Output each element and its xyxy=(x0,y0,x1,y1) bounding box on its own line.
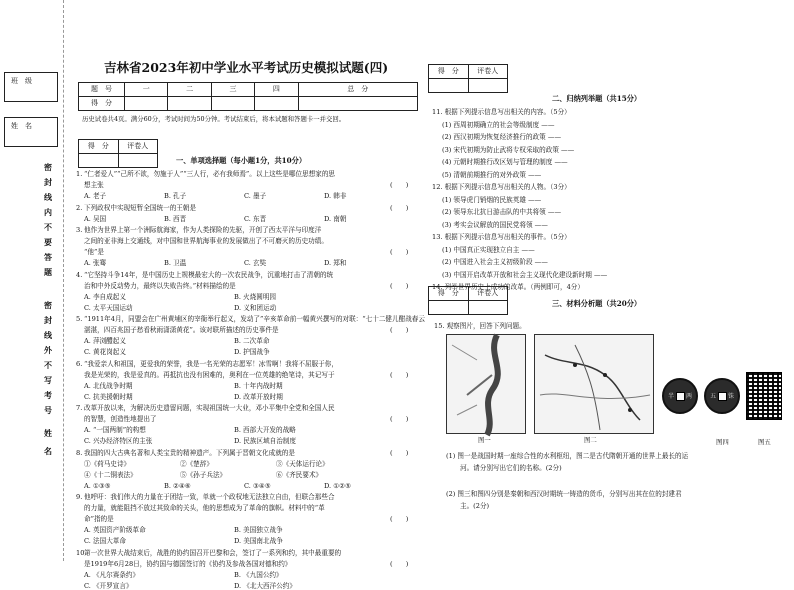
q13-stem: 13. 根据下列提示信息写出相关的事件。（5分） xyxy=(432,233,571,241)
sub-option: ③《天体运行论》 xyxy=(276,459,329,468)
options-row xyxy=(84,348,384,356)
question-number: 4. xyxy=(76,270,83,279)
question-text: “我爱亲人和祖国，更爱我的荣誉，我是一名光荣的志愿军！冰雪啊！我将不屈服于你， xyxy=(84,359,338,368)
seal-char: 封 xyxy=(44,315,52,325)
option-c: C. ③④⑤ xyxy=(244,481,271,490)
option-c: C. 东晋 xyxy=(244,214,267,223)
answer-paren: ( ) xyxy=(390,515,409,523)
question-number: 6. xyxy=(76,359,83,368)
option-a: A. “一国两制”的构想 xyxy=(84,426,146,434)
option-d: D. 韩非 xyxy=(324,192,347,200)
score-value-cell xyxy=(125,97,168,111)
question-text-cont: 治和中外反动势力，最终以失败告终。”材料描绘的是 xyxy=(84,281,236,290)
exam-title: 吉林省2023年初中学业水平考试历史模拟试题(四) xyxy=(104,60,389,75)
question-number: 2. xyxy=(76,203,83,212)
option-d: D. 民族区域自治制度 xyxy=(234,437,296,445)
name-box xyxy=(4,117,58,147)
seal-char: 内 xyxy=(44,207,52,217)
option-d: D. ①②⑤ xyxy=(324,481,351,490)
score-table xyxy=(78,82,418,111)
answer-paren: ( ) xyxy=(390,181,409,189)
score-value-cell xyxy=(255,97,298,111)
sub-option: ⑥《齐民要术》 xyxy=(276,470,323,479)
option-d: D. 义和团运动 xyxy=(234,303,277,312)
q11-item: (4) 元朝时期推行改区划与管理的制度 —— xyxy=(442,158,568,166)
question-number: 3. xyxy=(76,226,83,234)
option-a: A. 老子 xyxy=(84,192,107,200)
option-d: D. 护国战争 xyxy=(234,348,270,356)
scorer-box-1 xyxy=(78,139,158,168)
q14-stem: 14. 列举世界历史上成功的改革。（两例即可，4分） xyxy=(432,283,584,291)
option-a: A. 萍浏醴起义 xyxy=(84,337,126,345)
section1-title: 一、单项选择题（每小题1分，共10分） xyxy=(176,156,307,165)
grader-blank xyxy=(468,79,508,93)
q11-stem: 11. 根据下列提示信息写出相关的内容。（5分） xyxy=(432,108,571,116)
caption-figure-2: 图二 xyxy=(584,436,597,444)
options-row xyxy=(84,304,384,312)
q12-item: (3) 考实会议解放的国民党将领 —— xyxy=(442,220,548,229)
question-number: 5. xyxy=(76,315,83,323)
score-header-cell: 三 xyxy=(211,83,254,97)
answer-paren: ( ) xyxy=(390,448,409,457)
question-text: 第一次世界大战结束后，战胜的协约国召开巴黎和会，签订了一系列和约，其中最重要的 xyxy=(84,548,342,557)
options-row xyxy=(84,537,384,545)
option-d: D. 郑和 xyxy=(324,259,347,267)
question-text: “仁者爱人”“己所不欲，勿施于人”“三人行，必有我师焉”。以上这些是哪位思想家的思 xyxy=(84,170,336,178)
option-b: B. 卫温 xyxy=(164,259,187,267)
q15-sub1-cont: 河。请分别写出它们的名称。(2分) xyxy=(460,464,562,472)
binding-gutter xyxy=(0,0,64,561)
coin-char: 两 xyxy=(685,393,692,400)
grader-blank xyxy=(468,301,508,315)
class-label: 班 级 xyxy=(11,77,32,85)
option-b: B. ②④⑥ xyxy=(164,481,191,490)
grader-cell: 评卷人 xyxy=(468,287,508,301)
caption-figure-4: 图四 xyxy=(716,438,729,446)
score-value-cell xyxy=(298,97,417,111)
seal-char: 考 xyxy=(44,390,52,400)
seal-char: 密 xyxy=(44,300,52,310)
options-row xyxy=(84,215,404,223)
sub-options-row xyxy=(84,471,372,479)
score-header-cell: 一 xyxy=(125,83,168,97)
river-map-icon xyxy=(447,335,527,435)
figure-5-qr-image xyxy=(746,372,782,420)
option-b: B. 美国独立战争 xyxy=(234,526,283,534)
option-b: B. 西部大开发的战略 xyxy=(234,426,296,434)
score-header-cell: 二 xyxy=(168,83,211,97)
figure-4-wuzhu-coin xyxy=(704,378,740,414)
coin-hole xyxy=(676,392,685,401)
score-value-cell: 得 分 xyxy=(79,97,125,111)
option-d: D. 《北大西洋公约》 xyxy=(234,581,296,590)
seal-char: 不 xyxy=(44,360,52,370)
score-cell: 得 分 xyxy=(429,287,469,301)
option-c: C. 法国大革命 xyxy=(84,537,126,545)
options-row xyxy=(84,293,384,301)
answer-paren: ( ) xyxy=(390,370,409,379)
q11-item: (2) 西汉初期为恢复经济推行的政策 —— xyxy=(442,133,562,141)
seal-char: 写 xyxy=(44,375,52,385)
coin-char: 半 xyxy=(668,393,675,400)
seal-char: 封 xyxy=(44,177,52,187)
figure-1-dujiangyan-map xyxy=(446,334,526,434)
q15-sub1: (1) 图一是战国时期一座综合性的水利枢纽，图二是古代隋朝开通的世界上最长的运 xyxy=(446,452,689,460)
question-text-cont: 的力量，就能阻挡不放过其致命的关头，他的思想成为了革命的旗帜。材料中的“革 xyxy=(84,504,325,512)
question-text: 他作为世界上第一个洲际航海家，作为人类探险的先驱，开创了西太平洋与印度洋 xyxy=(84,226,322,234)
question-number: 9. xyxy=(76,493,83,501)
q15-stem: 15. 观察图片，回答下列问题。 xyxy=(434,322,526,330)
q13-item: (3) 中国开启改革开放和社会主义现代化建设新时期 —— xyxy=(442,270,608,279)
q12-item: (2) 领导东北抗日游击队的中共将领 —— xyxy=(442,208,562,216)
question-text: 他呼吁：我们伟大的力量在于团结一致，单就一个政权地无法独立自由，但联合那些合 xyxy=(84,493,335,501)
score-header-cell: 总 分 xyxy=(298,83,417,97)
option-b: B. 二次革命 xyxy=(234,337,270,345)
option-c: C. 黄花岗起义 xyxy=(84,348,126,356)
score-value-cell xyxy=(211,97,254,111)
option-a: A. 张骞 xyxy=(84,259,107,267)
seal-char: 要 xyxy=(44,237,52,247)
question-text-cont: 命”指的是 xyxy=(84,515,114,523)
question-text-cont: 我是光荣的，我是爱真的。再抵抗也没有困难的，奥利在一位英雄的绝笔诗，其记写于 xyxy=(84,370,335,379)
score-blank xyxy=(429,79,469,93)
question-text-cont: 是1919年6月28日，协约国与德国签订的《协约及参战各国对德和约》 xyxy=(84,559,292,568)
option-b: B. 火烧圆明园 xyxy=(234,292,277,301)
section3-title: 三、材料分析题（共20分） xyxy=(552,299,642,308)
option-a: A. 《凡尔赛条约》 xyxy=(84,570,140,579)
grader-cell: 评卷人 xyxy=(118,140,158,154)
grader-blank xyxy=(118,154,158,168)
answer-paren: ( ) xyxy=(390,281,409,290)
grader-cell: 评卷人 xyxy=(468,65,508,79)
figure-2-grand-canal-map xyxy=(534,334,654,434)
option-a: A. 北伐战争时期 xyxy=(84,381,133,390)
question-text: “1911年4月，同盟会在广州黄埔区的宰衙举行起义，发动了”辛亥革命前一幅黄兴撰写的对联：“七十二健儿酣战春云 xyxy=(84,315,425,323)
question-number: 10. xyxy=(76,548,87,557)
exam-note: 历史试卷共4页。满分60分，考试时间为50分钟。考试结束后，将本试题和答题卡一并交回。 xyxy=(82,115,346,123)
q12-stem: 12. 根据下列提示信息写出相关的人物。（3分） xyxy=(432,183,571,191)
left-page xyxy=(68,0,425,590)
sub-option: ④《十二铜表法》 xyxy=(84,470,137,479)
question-text: 改革开放以来，为解决历史遗留问题，实现祖国统一大业，邓小平集中全党和全国人民 xyxy=(84,404,335,412)
caption-figure-1: 图一 xyxy=(478,436,491,444)
options-row xyxy=(84,337,384,345)
option-a: A. 吴国 xyxy=(84,214,107,223)
sub-options-row xyxy=(84,460,372,468)
question-text-cont: “他”是 xyxy=(84,248,104,256)
question-text: 下列政权中实现短暂全国统一的王朝是 xyxy=(84,203,197,212)
name-label: 姓 名 xyxy=(11,122,32,130)
option-d: D. 美国南北战争 xyxy=(234,537,283,545)
answer-paren: ( ) xyxy=(390,559,409,568)
scorer-box-2 xyxy=(428,64,508,93)
option-b: B. 十年内战时期 xyxy=(234,381,283,390)
score-blank xyxy=(79,154,119,168)
q11-item: (1) 西周初期确立的社会等级制度 —— xyxy=(442,120,555,129)
canal-map-icon xyxy=(535,335,655,435)
right-page xyxy=(426,0,790,561)
options-row xyxy=(84,437,384,445)
sub-option: ②《楚辞》 xyxy=(180,459,213,468)
question-text-cont: 的智慧，创造性地提出了 xyxy=(84,415,157,423)
answer-paren: ( ) xyxy=(390,203,409,212)
option-c: C. 玄奘 xyxy=(244,259,267,267)
option-a: A. 英国资产阶级革命 xyxy=(84,526,146,534)
q11-item: (3) 宋代初期为防止武将专权采取的政策 —— xyxy=(442,145,575,154)
option-a: A. ①③⑤ xyxy=(84,481,111,490)
score-value-cell xyxy=(168,97,211,111)
seal-char: 密 xyxy=(44,162,52,172)
name-char: 姓 xyxy=(44,428,52,438)
coin-hole xyxy=(718,392,727,401)
option-c: C. 墨子 xyxy=(244,192,267,200)
question-number: 7. xyxy=(76,404,83,412)
question-number: 1. xyxy=(76,170,83,178)
figure-3-banliang-coin xyxy=(662,378,698,414)
q15-sub2: (2) 图三和图四分别是秦朝和西汉时期统一铸造的货币，分别写出其在位的封建君 xyxy=(446,490,682,498)
seal-char: 题 xyxy=(44,267,52,277)
class-box xyxy=(4,72,58,102)
coin-char: 五 xyxy=(710,393,717,400)
options-row xyxy=(84,482,404,490)
scorer-box-3 xyxy=(428,286,508,315)
question-text: “它坚持斗争14年，是中国历史上规模最宏大的一次农民战争，沉重地打击了清朝的统 xyxy=(84,270,334,279)
sub-option: ⑤《孙子兵法》 xyxy=(180,470,227,479)
score-cell: 得 分 xyxy=(429,65,469,79)
answer-paren: ( ) xyxy=(390,415,409,423)
q13-item: (2) 中国进入社会主义初级阶段 —— xyxy=(442,258,548,266)
section2-title: 二、归纳列举题（共15分） xyxy=(552,94,642,103)
seal-char: 答 xyxy=(44,252,52,262)
options-row xyxy=(84,259,404,267)
options-row xyxy=(84,526,384,534)
q12-item: (1) 领导虎门销烟的民族英雄 —— xyxy=(442,195,542,204)
option-c: C. 《开罗宣言》 xyxy=(84,581,133,590)
sub-option: ①《荷马史诗》 xyxy=(84,459,131,468)
question-text: 我国的四大古典名著和人类宝贵的精神遗产。下列属于晋朝文化成就的是 xyxy=(84,448,295,457)
score-blank xyxy=(429,301,469,315)
q11-item: (5) 清朝前期推行的对外政策 —— xyxy=(442,170,542,179)
caption-figure-5: 图五 xyxy=(758,438,771,446)
option-c: C. 抗美援朝时期 xyxy=(84,392,133,401)
seal-char: 外 xyxy=(44,345,52,355)
question-number: 8. xyxy=(76,448,83,457)
options-row xyxy=(84,582,384,590)
score-header-cell: 题 号 xyxy=(79,83,125,97)
option-d: D. 南朝 xyxy=(324,214,347,223)
options-row xyxy=(84,426,384,434)
answer-paren: ( ) xyxy=(390,248,409,256)
question-text-cont: 想主张 xyxy=(84,181,104,189)
seal-char: 线 xyxy=(44,192,52,202)
coin-char: 铢 xyxy=(727,393,734,400)
seal-char: 线 xyxy=(44,330,52,340)
seal-char: 号 xyxy=(44,405,52,415)
options-row xyxy=(84,192,404,200)
options-row xyxy=(84,382,384,390)
q15-sub2-cont: 主。(2分) xyxy=(460,502,490,510)
answer-paren: ( ) xyxy=(390,326,409,334)
options-row xyxy=(84,571,384,579)
option-d: D. 改革开放时期 xyxy=(234,392,283,401)
option-b: B. 西晋 xyxy=(164,214,187,223)
seal-char: 不 xyxy=(44,222,52,232)
option-a: A. 李自成起义 xyxy=(84,292,126,301)
option-b: B. 《九国公约》 xyxy=(234,570,283,579)
option-b: B. 孔子 xyxy=(164,192,187,200)
question-text-cont: 之间的亚非海上交通线，对中国和世界航海事业的发展做出了不可磨灭的历史功绩。 xyxy=(84,237,328,245)
option-c: C. 太平天国运动 xyxy=(84,303,133,312)
option-c: C. 兴办经济特区的主张 xyxy=(84,437,153,445)
q13-item: (1) 中国真正实现独立自主 —— xyxy=(442,245,535,254)
options-row xyxy=(84,393,384,401)
question-text-cont: 湛湛，四百兆国子愁看秋雨潇潇黄花”。该对联所描述的历史事件是 xyxy=(84,326,279,334)
score-header-cell: 四 xyxy=(255,83,298,97)
name-char: 名 xyxy=(44,446,52,456)
score-cell: 得 分 xyxy=(79,140,119,154)
